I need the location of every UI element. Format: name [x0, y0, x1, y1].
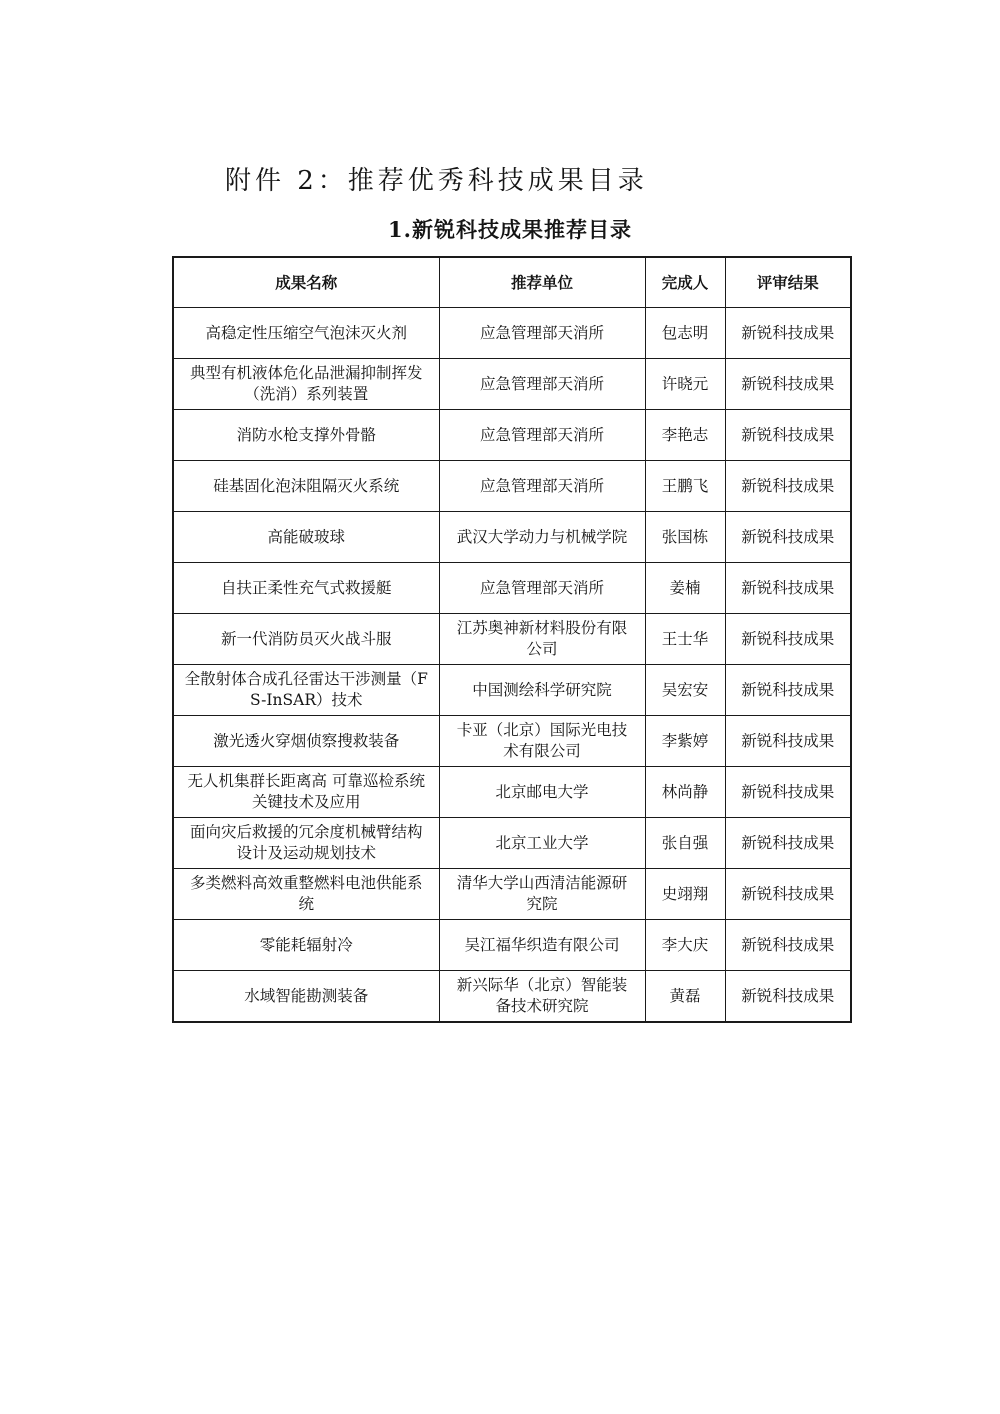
cell-name: 水域智能勘测装备 [173, 971, 439, 1023]
cell-person: 许晓元 [645, 359, 725, 410]
header-result: 评审结果 [725, 257, 851, 308]
cell-name: 高能破玻球 [173, 512, 439, 563]
table-row [173, 461, 851, 512]
cell-person: 张国栋 [645, 512, 725, 563]
cell-unit: 应急管理部天消所 [439, 563, 645, 614]
header-person: 完成人 [645, 257, 725, 308]
cell-unit: 应急管理部天消所 [439, 359, 645, 410]
cell-unit: 卡亚（北京）国际光电技术有限公司 [439, 716, 645, 767]
cell-unit: 武汉大学动力与机械学院 [439, 512, 645, 563]
cell-unit: 北京工业大学 [439, 818, 645, 869]
table-row [173, 767, 851, 818]
table-row [173, 818, 851, 869]
cell-unit: 中国测绘科学研究院 [439, 665, 645, 716]
cell-person: 李紫婷 [645, 716, 725, 767]
cell-name: 新一代消防员灭火战斗服 [173, 614, 439, 665]
cell-result: 新锐科技成果 [725, 767, 851, 818]
table-row [173, 716, 851, 767]
cell-person: 李艳志 [645, 410, 725, 461]
cell-unit: 应急管理部天消所 [439, 410, 645, 461]
header-unit: 推荐单位 [439, 257, 645, 308]
cell-person: 史翊翔 [645, 869, 725, 920]
cell-name: 硅基固化泡沫阻隔灭火系统 [173, 461, 439, 512]
cell-result: 新锐科技成果 [725, 971, 851, 1023]
cell-result: 新锐科技成果 [725, 818, 851, 869]
cell-person: 姜楠 [645, 563, 725, 614]
cell-name: 无人机集群长距离高 可靠巡检系统关键技术及应用 [173, 767, 439, 818]
table-row [173, 920, 851, 971]
table-row [173, 971, 851, 1023]
cell-person: 包志明 [645, 308, 725, 359]
results-table [172, 256, 852, 1023]
cell-person: 黄磊 [645, 971, 725, 1023]
cell-result: 新锐科技成果 [725, 410, 851, 461]
cell-result: 新锐科技成果 [725, 665, 851, 716]
table-header-row [173, 257, 851, 308]
cell-unit: 应急管理部天消所 [439, 308, 645, 359]
cell-person: 林尚静 [645, 767, 725, 818]
table-row [173, 512, 851, 563]
cell-result: 新锐科技成果 [725, 461, 851, 512]
cell-name: 零能耗辐射冷 [173, 920, 439, 971]
table-row [173, 308, 851, 359]
cell-name: 激光透火穿烟侦察搜救装备 [173, 716, 439, 767]
table-row [173, 563, 851, 614]
cell-unit: 北京邮电大学 [439, 767, 645, 818]
table-row [173, 410, 851, 461]
cell-unit: 江苏奥神新材料股份有限公司 [439, 614, 645, 665]
cell-result: 新锐科技成果 [725, 869, 851, 920]
cell-unit: 吴江福华织造有限公司 [439, 920, 645, 971]
cell-unit: 清华大学山西清洁能源研究院 [439, 869, 645, 920]
cell-name: 全散射体合成孔径雷达干涉测量（FS-InSAR）技术 [173, 665, 439, 716]
cell-name: 面向灾后救援的冗余度机械臂结构设计及运动规划技术 [173, 818, 439, 869]
cell-person: 李大庆 [645, 920, 725, 971]
cell-result: 新锐科技成果 [725, 563, 851, 614]
table-body [173, 308, 851, 1023]
cell-result: 新锐科技成果 [725, 920, 851, 971]
table-row [173, 665, 851, 716]
attachment-title: 附件 2：推荐优秀科技成果目录 [225, 166, 648, 196]
table-row [173, 359, 851, 410]
cell-result: 新锐科技成果 [725, 308, 851, 359]
header-name: 成果名称 [173, 257, 439, 308]
cell-result: 新锐科技成果 [725, 512, 851, 563]
cell-unit: 应急管理部天消所 [439, 461, 645, 512]
cell-name: 典型有机液体危化品泄漏抑制挥发（洗消）系列装置 [173, 359, 439, 410]
table-row [173, 614, 851, 665]
cell-person: 王鹏飞 [645, 461, 725, 512]
cell-name: 高稳定性压缩空气泡沫灭火剂 [173, 308, 439, 359]
cell-person: 张自强 [645, 818, 725, 869]
list-title: 1.新锐科技成果推荐目录 [388, 217, 632, 242]
table-row [173, 869, 851, 920]
cell-unit: 新兴际华（北京）智能装备技术研究院 [439, 971, 645, 1023]
cell-result: 新锐科技成果 [725, 716, 851, 767]
cell-result: 新锐科技成果 [725, 359, 851, 410]
cell-name: 消防水枪支撑外骨骼 [173, 410, 439, 461]
cell-person: 吴宏安 [645, 665, 725, 716]
cell-name: 多类燃料高效重整燃料电池供能系统 [173, 869, 439, 920]
cell-name: 自扶正柔性充气式救援艇 [173, 563, 439, 614]
cell-person: 王士华 [645, 614, 725, 665]
cell-result: 新锐科技成果 [725, 614, 851, 665]
